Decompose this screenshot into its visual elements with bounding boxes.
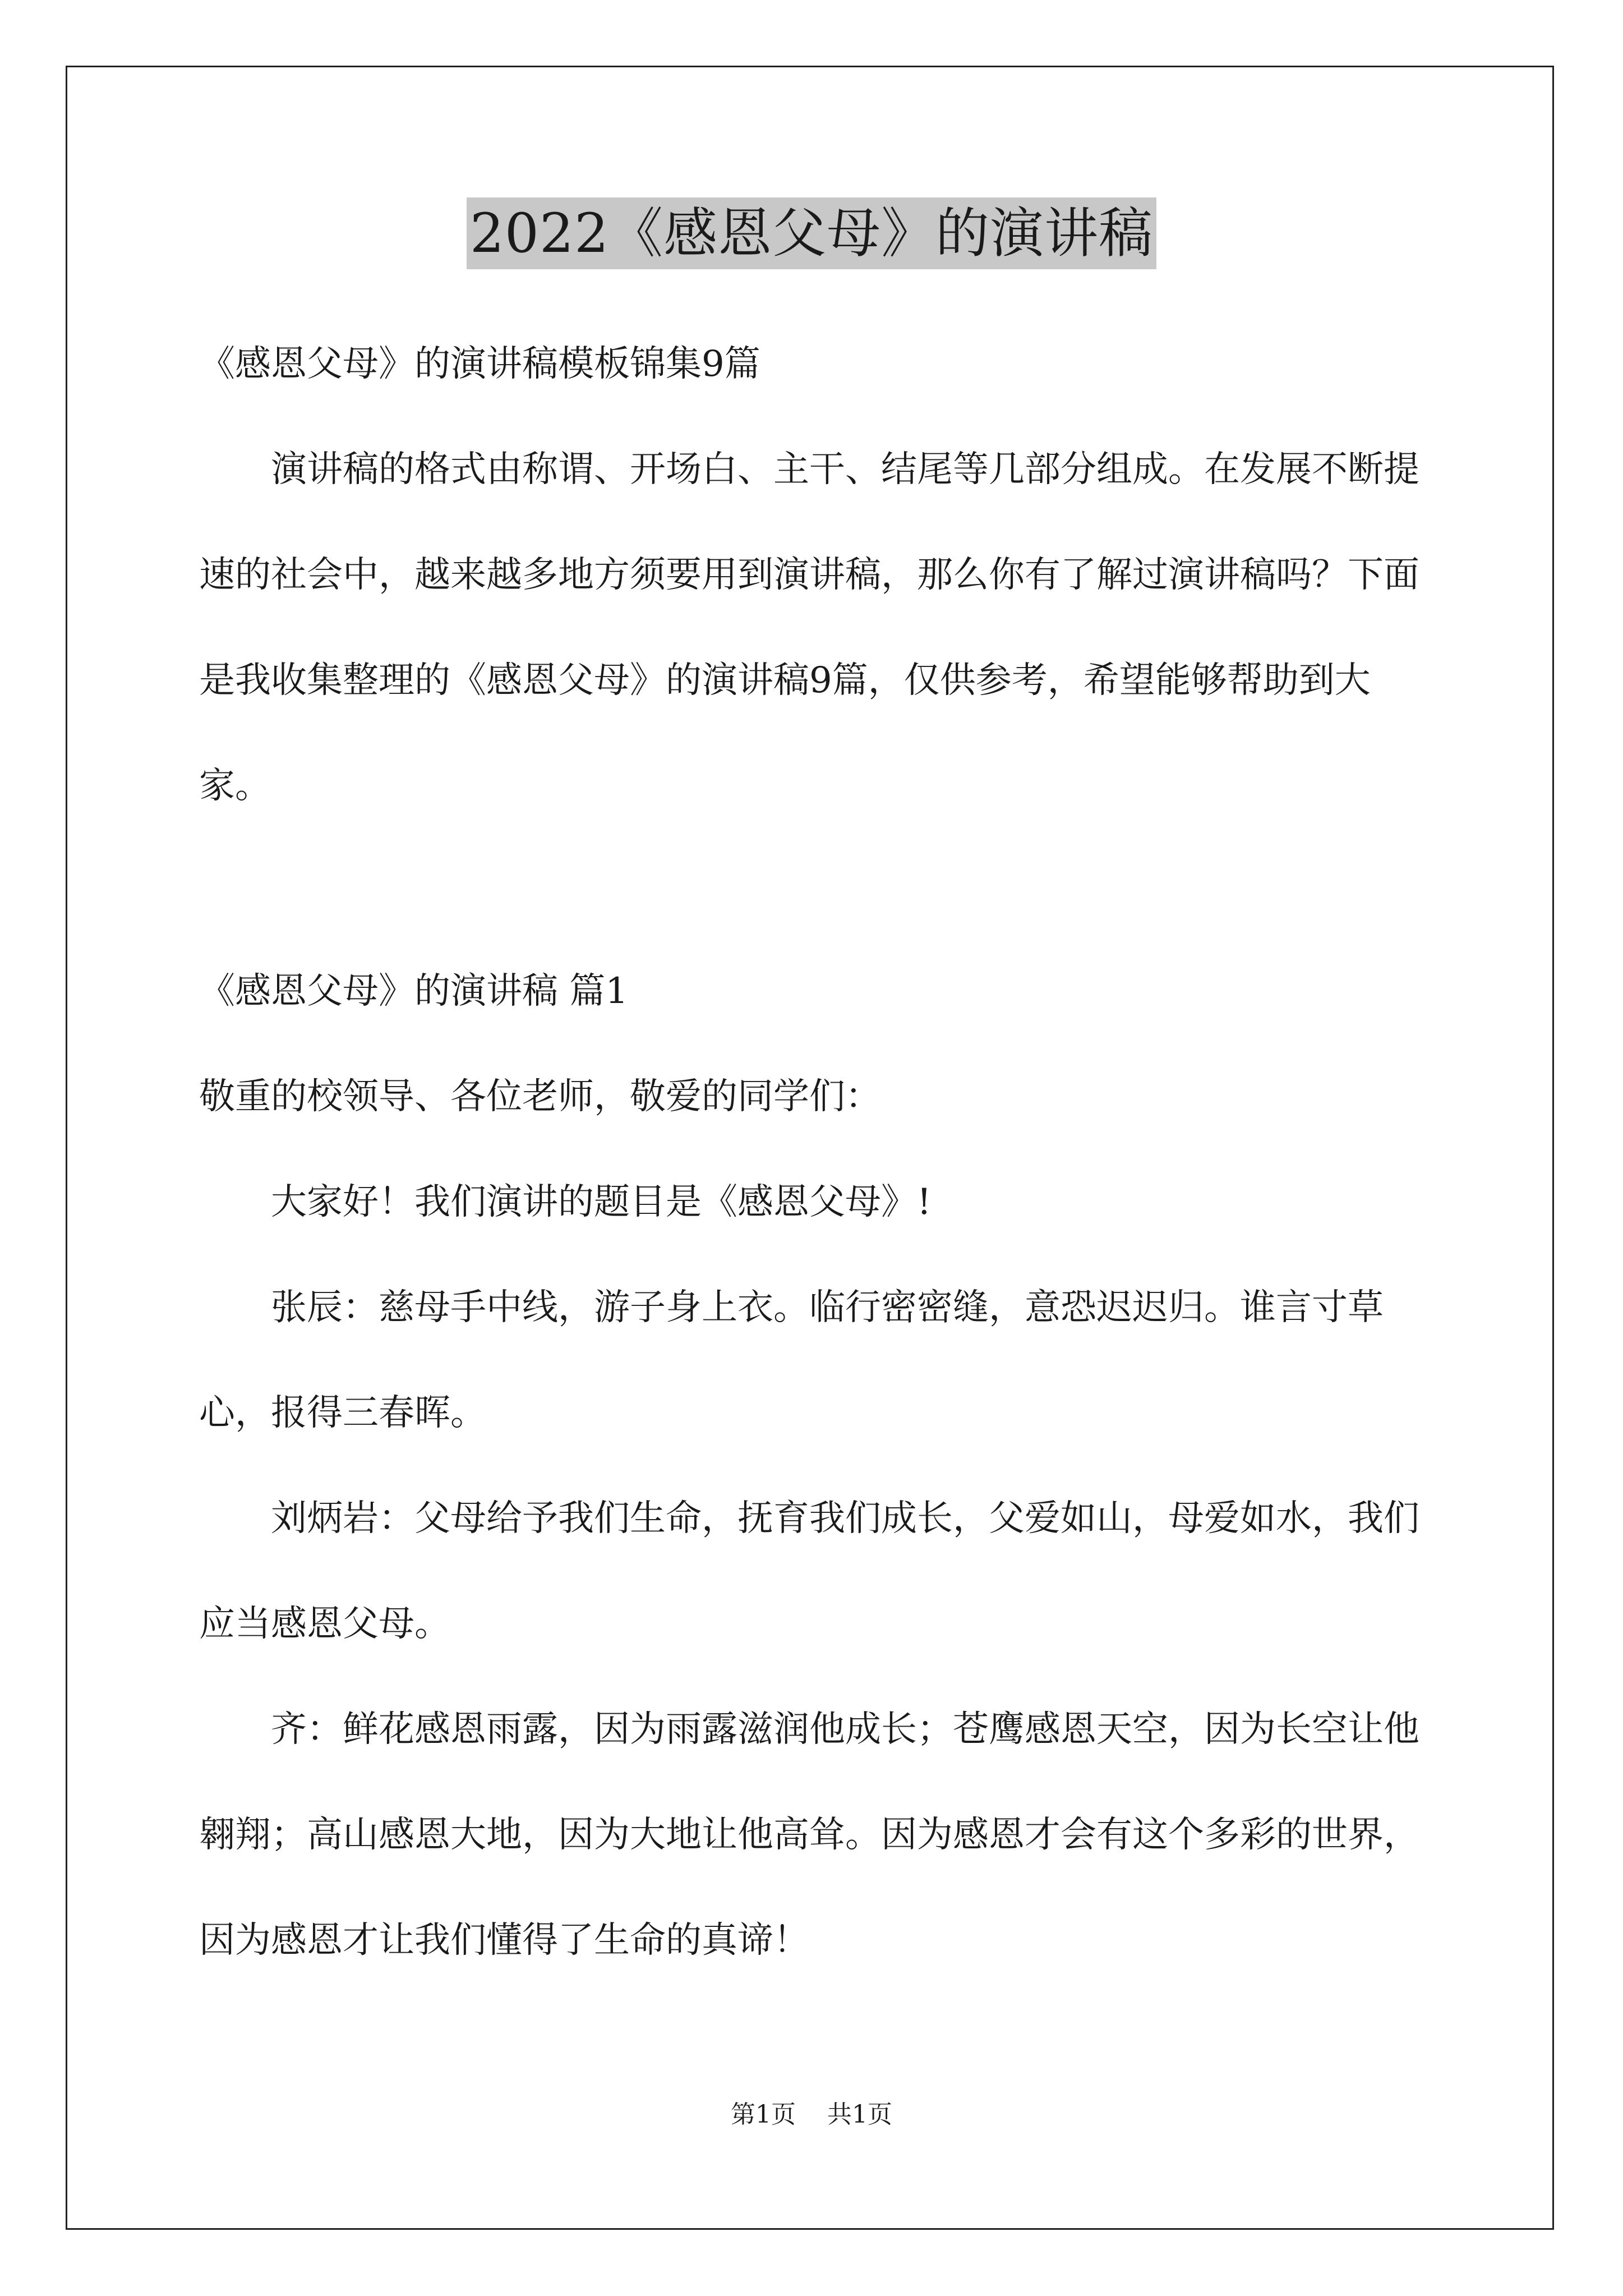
section-heading: 《感恩父母》的演讲稿 篇1 [199, 970, 629, 1012]
document-body [199, 311, 1427, 1993]
section-spacer [199, 839, 1427, 938]
salutation: 敬重的校领导、各位老师，敬爱的同学们： [199, 1076, 881, 1117]
body-paragraph: 齐：鲜花感恩雨露，因为雨露滋润他成长；苍鹰感恩天空，因为长空让他翱翔；高山感恩大地，因为大地让他高耸。因为感恩才会有这个多彩的世界，因为感恩才让我们懂得了生命的真谛！ [199, 1709, 1419, 1961]
intro-paragraph: 演讲稿的格式由称谓、开场白、主干、结尾等几部分组成。在发展不断提速的社会中，越来越多地方须要用到演讲稿，那么你有了解过演讲稿吗？下面是我收集整理的《感恩父母》的演讲稿9篇，仅供参考，希望能够帮助到大家。 [199, 449, 1419, 807]
document-title: 2022《感恩父母》的演讲稿 [467, 197, 1156, 269]
body-paragraph: 张辰：慈母手中线，游子身上衣。临行密密缝，意恐迟迟归。谁言寸草心，报得三春晖。 [199, 1287, 1384, 1434]
body-paragraph: 大家好！我们演讲的题目是《感恩父母》! [271, 1181, 932, 1223]
page-number: 第1页 [731, 2100, 796, 2129]
page-footer [0, 2098, 1623, 2132]
document-subtitle: 《感恩父母》的演讲稿模板锦集9篇 [199, 343, 760, 385]
page-total: 共1页 [827, 2100, 892, 2129]
title-container [0, 197, 1623, 269]
body-paragraph: 刘炳岩：父母给予我们生命，抚育我们成长，父爱如山，母爱如水，我们应当感恩父母。 [199, 1498, 1419, 1645]
